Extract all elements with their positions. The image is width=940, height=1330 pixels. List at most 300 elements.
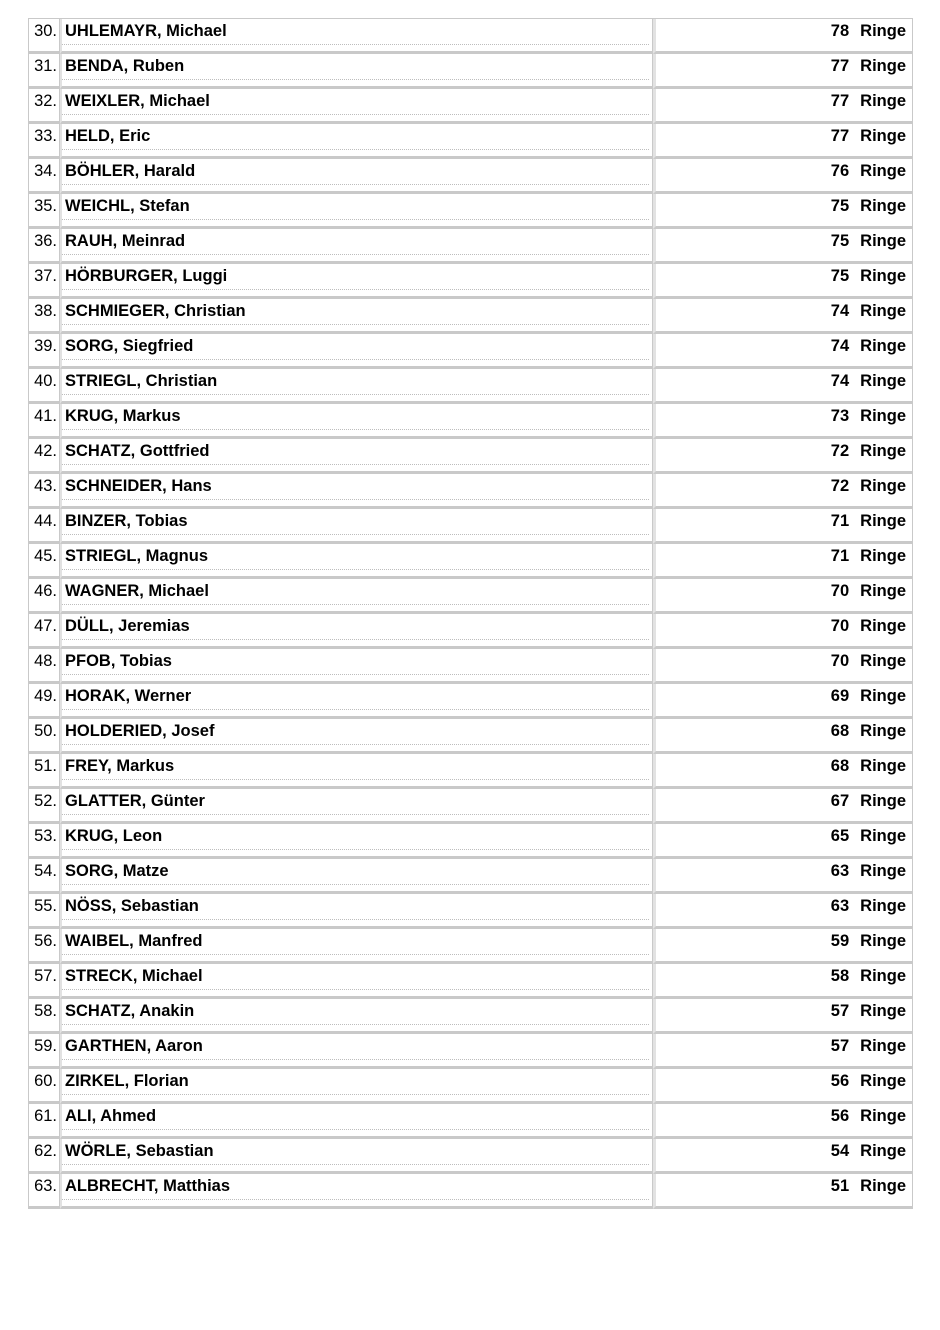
rank-cell <box>29 299 60 334</box>
rank-cell <box>29 404 60 439</box>
score-value: 75 <box>830 267 850 285</box>
score-text <box>656 89 912 113</box>
score-text <box>656 54 912 78</box>
table-row <box>29 509 913 544</box>
score-text <box>656 1174 912 1198</box>
score-value: 78 <box>830 22 850 40</box>
name-cell <box>60 299 653 334</box>
score-unit: Ringe <box>860 267 906 285</box>
score-unit: Ringe <box>860 302 906 320</box>
table-row <box>29 999 913 1034</box>
score-text <box>656 614 912 638</box>
table-row <box>29 719 913 754</box>
name-cell <box>60 929 653 964</box>
score-text <box>656 999 912 1023</box>
table-row <box>29 1034 913 1069</box>
rank-cell <box>29 54 60 89</box>
shooter-name: FREY, Markus <box>62 754 649 780</box>
score-unit: Ringe <box>860 1002 906 1020</box>
score-unit: Ringe <box>860 1177 906 1195</box>
score-unit: Ringe <box>860 792 906 810</box>
table-row <box>29 474 913 509</box>
name-cell <box>60 229 653 264</box>
name-cell <box>60 509 653 544</box>
table-row <box>29 964 913 999</box>
score-value: 54 <box>830 1142 850 1160</box>
score-value: 75 <box>830 197 850 215</box>
table-row <box>29 194 913 229</box>
score-unit: Ringe <box>860 407 906 425</box>
score-value: 72 <box>830 442 850 460</box>
rank-cell <box>29 1104 60 1139</box>
score-text <box>656 264 912 288</box>
table-row <box>29 1104 913 1139</box>
score-cell <box>653 89 913 124</box>
rank-number: 51. <box>34 757 57 775</box>
shooter-name: SORG, Siegfried <box>62 334 649 360</box>
rank-cell <box>29 824 60 859</box>
shooter-name: DÜLL, Jeremias <box>62 614 649 640</box>
rank-number: 40. <box>34 372 57 390</box>
rank-number: 60. <box>34 1072 57 1090</box>
score-cell <box>653 824 913 859</box>
table-row <box>29 89 913 124</box>
score-text <box>656 334 912 358</box>
score-cell <box>653 894 913 929</box>
name-cell <box>60 649 653 684</box>
score-unit: Ringe <box>860 722 906 740</box>
score-cell <box>653 474 913 509</box>
rank-number: 57. <box>34 967 57 985</box>
score-cell <box>653 124 913 159</box>
score-value: 67 <box>830 792 850 810</box>
table-row <box>29 544 913 579</box>
score-text <box>656 439 912 463</box>
score-value: 56 <box>830 1107 850 1125</box>
score-text <box>656 474 912 498</box>
shooter-name: WÖRLE, Sebastian <box>62 1139 649 1165</box>
score-value: 63 <box>830 862 850 880</box>
score-unit: Ringe <box>860 372 906 390</box>
shooter-name: HÖRBURGER, Luggi <box>62 264 649 290</box>
table-row <box>29 264 913 299</box>
rank-cell <box>29 929 60 964</box>
table-row <box>29 404 913 439</box>
name-cell <box>60 89 653 124</box>
table-row <box>29 299 913 334</box>
score-text <box>656 719 912 743</box>
rank-cell <box>29 89 60 124</box>
score-unit: Ringe <box>860 92 906 110</box>
rank-cell <box>29 754 60 789</box>
name-cell <box>60 124 653 159</box>
shooter-name: ALBRECHT, Matthias <box>62 1174 649 1200</box>
score-unit: Ringe <box>860 1142 906 1160</box>
table-row <box>29 334 913 369</box>
rank-number: 36. <box>34 232 57 250</box>
shooter-name: NÖSS, Sebastian <box>62 894 649 920</box>
rank-number: 59. <box>34 1037 57 1055</box>
rank-cell <box>29 474 60 509</box>
score-cell <box>653 1174 913 1209</box>
score-unit: Ringe <box>860 687 906 705</box>
score-cell <box>653 334 913 369</box>
score-text <box>656 159 912 183</box>
score-text <box>656 544 912 568</box>
score-text <box>656 1069 912 1093</box>
name-cell <box>60 964 653 999</box>
rank-number: 32. <box>34 92 57 110</box>
rank-cell <box>29 544 60 579</box>
shooter-name: KRUG, Markus <box>62 404 649 430</box>
score-text <box>656 859 912 883</box>
score-cell <box>653 439 913 474</box>
score-unit: Ringe <box>860 1072 906 1090</box>
score-text <box>656 649 912 673</box>
rank-cell <box>29 649 60 684</box>
table-row <box>29 649 913 684</box>
score-text <box>656 369 912 393</box>
score-cell <box>653 579 913 614</box>
score-cell <box>653 859 913 894</box>
table-row <box>29 754 913 789</box>
score-text <box>656 229 912 253</box>
score-unit: Ringe <box>860 477 906 495</box>
rank-cell <box>29 614 60 649</box>
table-row <box>29 124 913 159</box>
rank-number: 41. <box>34 407 57 425</box>
shooter-name: SCHMIEGER, Christian <box>62 299 649 325</box>
table-row <box>29 824 913 859</box>
score-unit: Ringe <box>860 967 906 985</box>
shooter-name: STRECK, Michael <box>62 964 649 990</box>
rank-cell <box>29 859 60 894</box>
table-row <box>29 439 913 474</box>
table-row <box>29 1139 913 1174</box>
rank-number: 47. <box>34 617 57 635</box>
rank-cell <box>29 894 60 929</box>
score-value: 74 <box>830 337 850 355</box>
table-row <box>29 929 913 964</box>
score-cell <box>653 194 913 229</box>
name-cell <box>60 334 653 369</box>
score-unit: Ringe <box>860 162 906 180</box>
score-unit: Ringe <box>860 582 906 600</box>
score-text <box>656 1034 912 1058</box>
shooter-name: HELD, Eric <box>62 124 649 150</box>
name-cell <box>60 894 653 929</box>
score-value: 71 <box>830 547 850 565</box>
shooter-name: KRUG, Leon <box>62 824 649 850</box>
score-cell <box>653 404 913 439</box>
rank-number: 33. <box>34 127 57 145</box>
table-row <box>29 894 913 929</box>
rank-number: 61. <box>34 1107 57 1125</box>
results-table <box>28 18 913 1209</box>
name-cell <box>60 754 653 789</box>
table-row <box>29 684 913 719</box>
table-row <box>29 229 913 264</box>
table-row <box>29 789 913 824</box>
score-unit: Ringe <box>860 547 906 565</box>
score-value: 71 <box>830 512 850 530</box>
rank-number: 62. <box>34 1142 57 1160</box>
shooter-name: GARTHEN, Aaron <box>62 1034 649 1060</box>
shooter-name: UHLEMAYR, Michael <box>62 19 649 45</box>
table-row <box>29 369 913 404</box>
shooter-name: ZIRKEL, Florian <box>62 1069 649 1095</box>
score-text <box>656 299 912 323</box>
table-row <box>29 1069 913 1104</box>
score-cell <box>653 1034 913 1069</box>
name-cell <box>60 999 653 1034</box>
table-row <box>29 1174 913 1209</box>
name-cell <box>60 404 653 439</box>
score-text <box>656 789 912 813</box>
score-text <box>656 579 912 603</box>
score-cell <box>653 999 913 1034</box>
score-cell <box>653 1104 913 1139</box>
rank-number: 45. <box>34 547 57 565</box>
name-cell <box>60 859 653 894</box>
score-unit: Ringe <box>860 197 906 215</box>
score-value: 77 <box>830 57 850 75</box>
shooter-name: BENDA, Ruben <box>62 54 649 80</box>
score-text <box>656 754 912 778</box>
name-cell <box>60 1034 653 1069</box>
rank-cell <box>29 369 60 404</box>
rank-cell <box>29 124 60 159</box>
score-text <box>656 1104 912 1128</box>
score-unit: Ringe <box>860 337 906 355</box>
shooter-name: STRIEGL, Christian <box>62 369 649 395</box>
shooter-name: PFOB, Tobias <box>62 649 649 675</box>
score-unit: Ringe <box>860 1107 906 1125</box>
name-cell <box>60 1174 653 1209</box>
name-cell <box>60 614 653 649</box>
score-cell <box>653 544 913 579</box>
rank-cell <box>29 719 60 754</box>
score-cell <box>653 964 913 999</box>
name-cell <box>60 824 653 859</box>
score-value: 63 <box>830 897 850 915</box>
score-value: 73 <box>830 407 850 425</box>
score-cell <box>653 789 913 824</box>
rank-number: 34. <box>34 162 57 180</box>
shooter-name: STRIEGL, Magnus <box>62 544 649 570</box>
table-row <box>29 19 913 54</box>
rank-number: 44. <box>34 512 57 530</box>
score-value: 75 <box>830 232 850 250</box>
score-text <box>656 124 912 148</box>
shooter-name: ALI, Ahmed <box>62 1104 649 1130</box>
score-value: 70 <box>830 582 850 600</box>
rank-number: 35. <box>34 197 57 215</box>
shooter-name: SCHATZ, Gottfried <box>62 439 649 465</box>
rank-cell <box>29 1069 60 1104</box>
name-cell <box>60 439 653 474</box>
shooter-name: BINZER, Tobias <box>62 509 649 535</box>
score-cell <box>653 684 913 719</box>
score-value: 70 <box>830 617 850 635</box>
score-text <box>656 194 912 218</box>
rank-cell <box>29 334 60 369</box>
score-value: 68 <box>830 757 850 775</box>
shooter-name: RAUH, Meinrad <box>62 229 649 255</box>
name-cell <box>60 194 653 229</box>
shooter-name: WAIBEL, Manfred <box>62 929 649 955</box>
score-value: 51 <box>830 1177 850 1195</box>
score-value: 70 <box>830 652 850 670</box>
score-text <box>656 929 912 953</box>
score-text <box>656 964 912 988</box>
rank-cell <box>29 684 60 719</box>
name-cell <box>60 719 653 754</box>
rank-cell <box>29 194 60 229</box>
table-row <box>29 859 913 894</box>
name-cell <box>60 579 653 614</box>
score-value: 77 <box>830 127 850 145</box>
rank-number: 55. <box>34 897 57 915</box>
score-text <box>656 1139 912 1163</box>
score-unit: Ringe <box>860 1037 906 1055</box>
score-cell <box>653 754 913 789</box>
score-cell <box>653 159 913 194</box>
rank-number: 53. <box>34 827 57 845</box>
score-value: 76 <box>830 162 850 180</box>
rank-number: 56. <box>34 932 57 950</box>
name-cell <box>60 684 653 719</box>
score-unit: Ringe <box>860 57 906 75</box>
shooter-name: WEICHL, Stefan <box>62 194 649 220</box>
rank-number: 63. <box>34 1177 57 1195</box>
rank-cell <box>29 789 60 824</box>
score-cell <box>653 54 913 89</box>
rank-cell <box>29 1139 60 1174</box>
rank-cell <box>29 19 60 54</box>
name-cell <box>60 544 653 579</box>
name-cell <box>60 1104 653 1139</box>
score-cell <box>653 509 913 544</box>
score-cell <box>653 19 913 54</box>
score-text <box>656 894 912 918</box>
rank-cell <box>29 1174 60 1209</box>
shooter-name: SCHNEIDER, Hans <box>62 474 649 500</box>
rank-number: 52. <box>34 792 57 810</box>
shooter-name: WAGNER, Michael <box>62 579 649 605</box>
rank-number: 38. <box>34 302 57 320</box>
score-unit: Ringe <box>860 862 906 880</box>
score-unit: Ringe <box>860 617 906 635</box>
shooter-name: SCHATZ, Anakin <box>62 999 649 1025</box>
score-text <box>656 19 912 43</box>
rank-number: 50. <box>34 722 57 740</box>
score-cell <box>653 719 913 754</box>
score-value: 74 <box>830 302 850 320</box>
score-cell <box>653 1139 913 1174</box>
score-text <box>656 509 912 533</box>
score-value: 77 <box>830 92 850 110</box>
rank-cell <box>29 439 60 474</box>
score-unit: Ringe <box>860 512 906 530</box>
rank-number: 43. <box>34 477 57 495</box>
rank-number: 31. <box>34 57 57 75</box>
score-cell <box>653 299 913 334</box>
results-body <box>29 19 913 1209</box>
score-cell <box>653 369 913 404</box>
score-unit: Ringe <box>860 22 906 40</box>
table-row <box>29 54 913 89</box>
score-value: 74 <box>830 372 850 390</box>
rank-cell <box>29 999 60 1034</box>
table-row <box>29 579 913 614</box>
score-value: 58 <box>830 967 850 985</box>
rank-number: 48. <box>34 652 57 670</box>
name-cell <box>60 19 653 54</box>
score-cell <box>653 649 913 684</box>
shooter-name: HORAK, Werner <box>62 684 649 710</box>
shooter-name: SORG, Matze <box>62 859 649 885</box>
score-unit: Ringe <box>860 757 906 775</box>
rank-cell <box>29 509 60 544</box>
score-value: 68 <box>830 722 850 740</box>
name-cell <box>60 1069 653 1104</box>
name-cell <box>60 1139 653 1174</box>
score-value: 72 <box>830 477 850 495</box>
score-cell <box>653 614 913 649</box>
name-cell <box>60 474 653 509</box>
score-unit: Ringe <box>860 442 906 460</box>
name-cell <box>60 264 653 299</box>
name-cell <box>60 369 653 404</box>
rank-cell <box>29 964 60 999</box>
rank-cell <box>29 229 60 264</box>
score-cell <box>653 929 913 964</box>
score-unit: Ringe <box>860 652 906 670</box>
rank-number: 42. <box>34 442 57 460</box>
score-cell <box>653 229 913 264</box>
rank-number: 37. <box>34 267 57 285</box>
score-value: 57 <box>830 1037 850 1055</box>
score-text <box>656 684 912 708</box>
score-value: 69 <box>830 687 850 705</box>
rank-number: 58. <box>34 1002 57 1020</box>
name-cell <box>60 789 653 824</box>
rank-number: 49. <box>34 687 57 705</box>
rank-number: 30. <box>34 22 57 40</box>
shooter-name: GLATTER, Günter <box>62 789 649 815</box>
shooter-name: WEIXLER, Michael <box>62 89 649 115</box>
score-unit: Ringe <box>860 897 906 915</box>
score-unit: Ringe <box>860 127 906 145</box>
shooter-name: BÖHLER, Harald <box>62 159 649 185</box>
rank-number: 46. <box>34 582 57 600</box>
rank-cell <box>29 159 60 194</box>
score-unit: Ringe <box>860 232 906 250</box>
shooter-name: HOLDERIED, Josef <box>62 719 649 745</box>
score-cell <box>653 1069 913 1104</box>
name-cell <box>60 159 653 194</box>
score-unit: Ringe <box>860 827 906 845</box>
score-value: 59 <box>830 932 850 950</box>
rank-number: 54. <box>34 862 57 880</box>
score-value: 56 <box>830 1072 850 1090</box>
score-value: 65 <box>830 827 850 845</box>
score-cell <box>653 264 913 299</box>
rank-cell <box>29 1034 60 1069</box>
score-text <box>656 824 912 848</box>
score-value: 57 <box>830 1002 850 1020</box>
